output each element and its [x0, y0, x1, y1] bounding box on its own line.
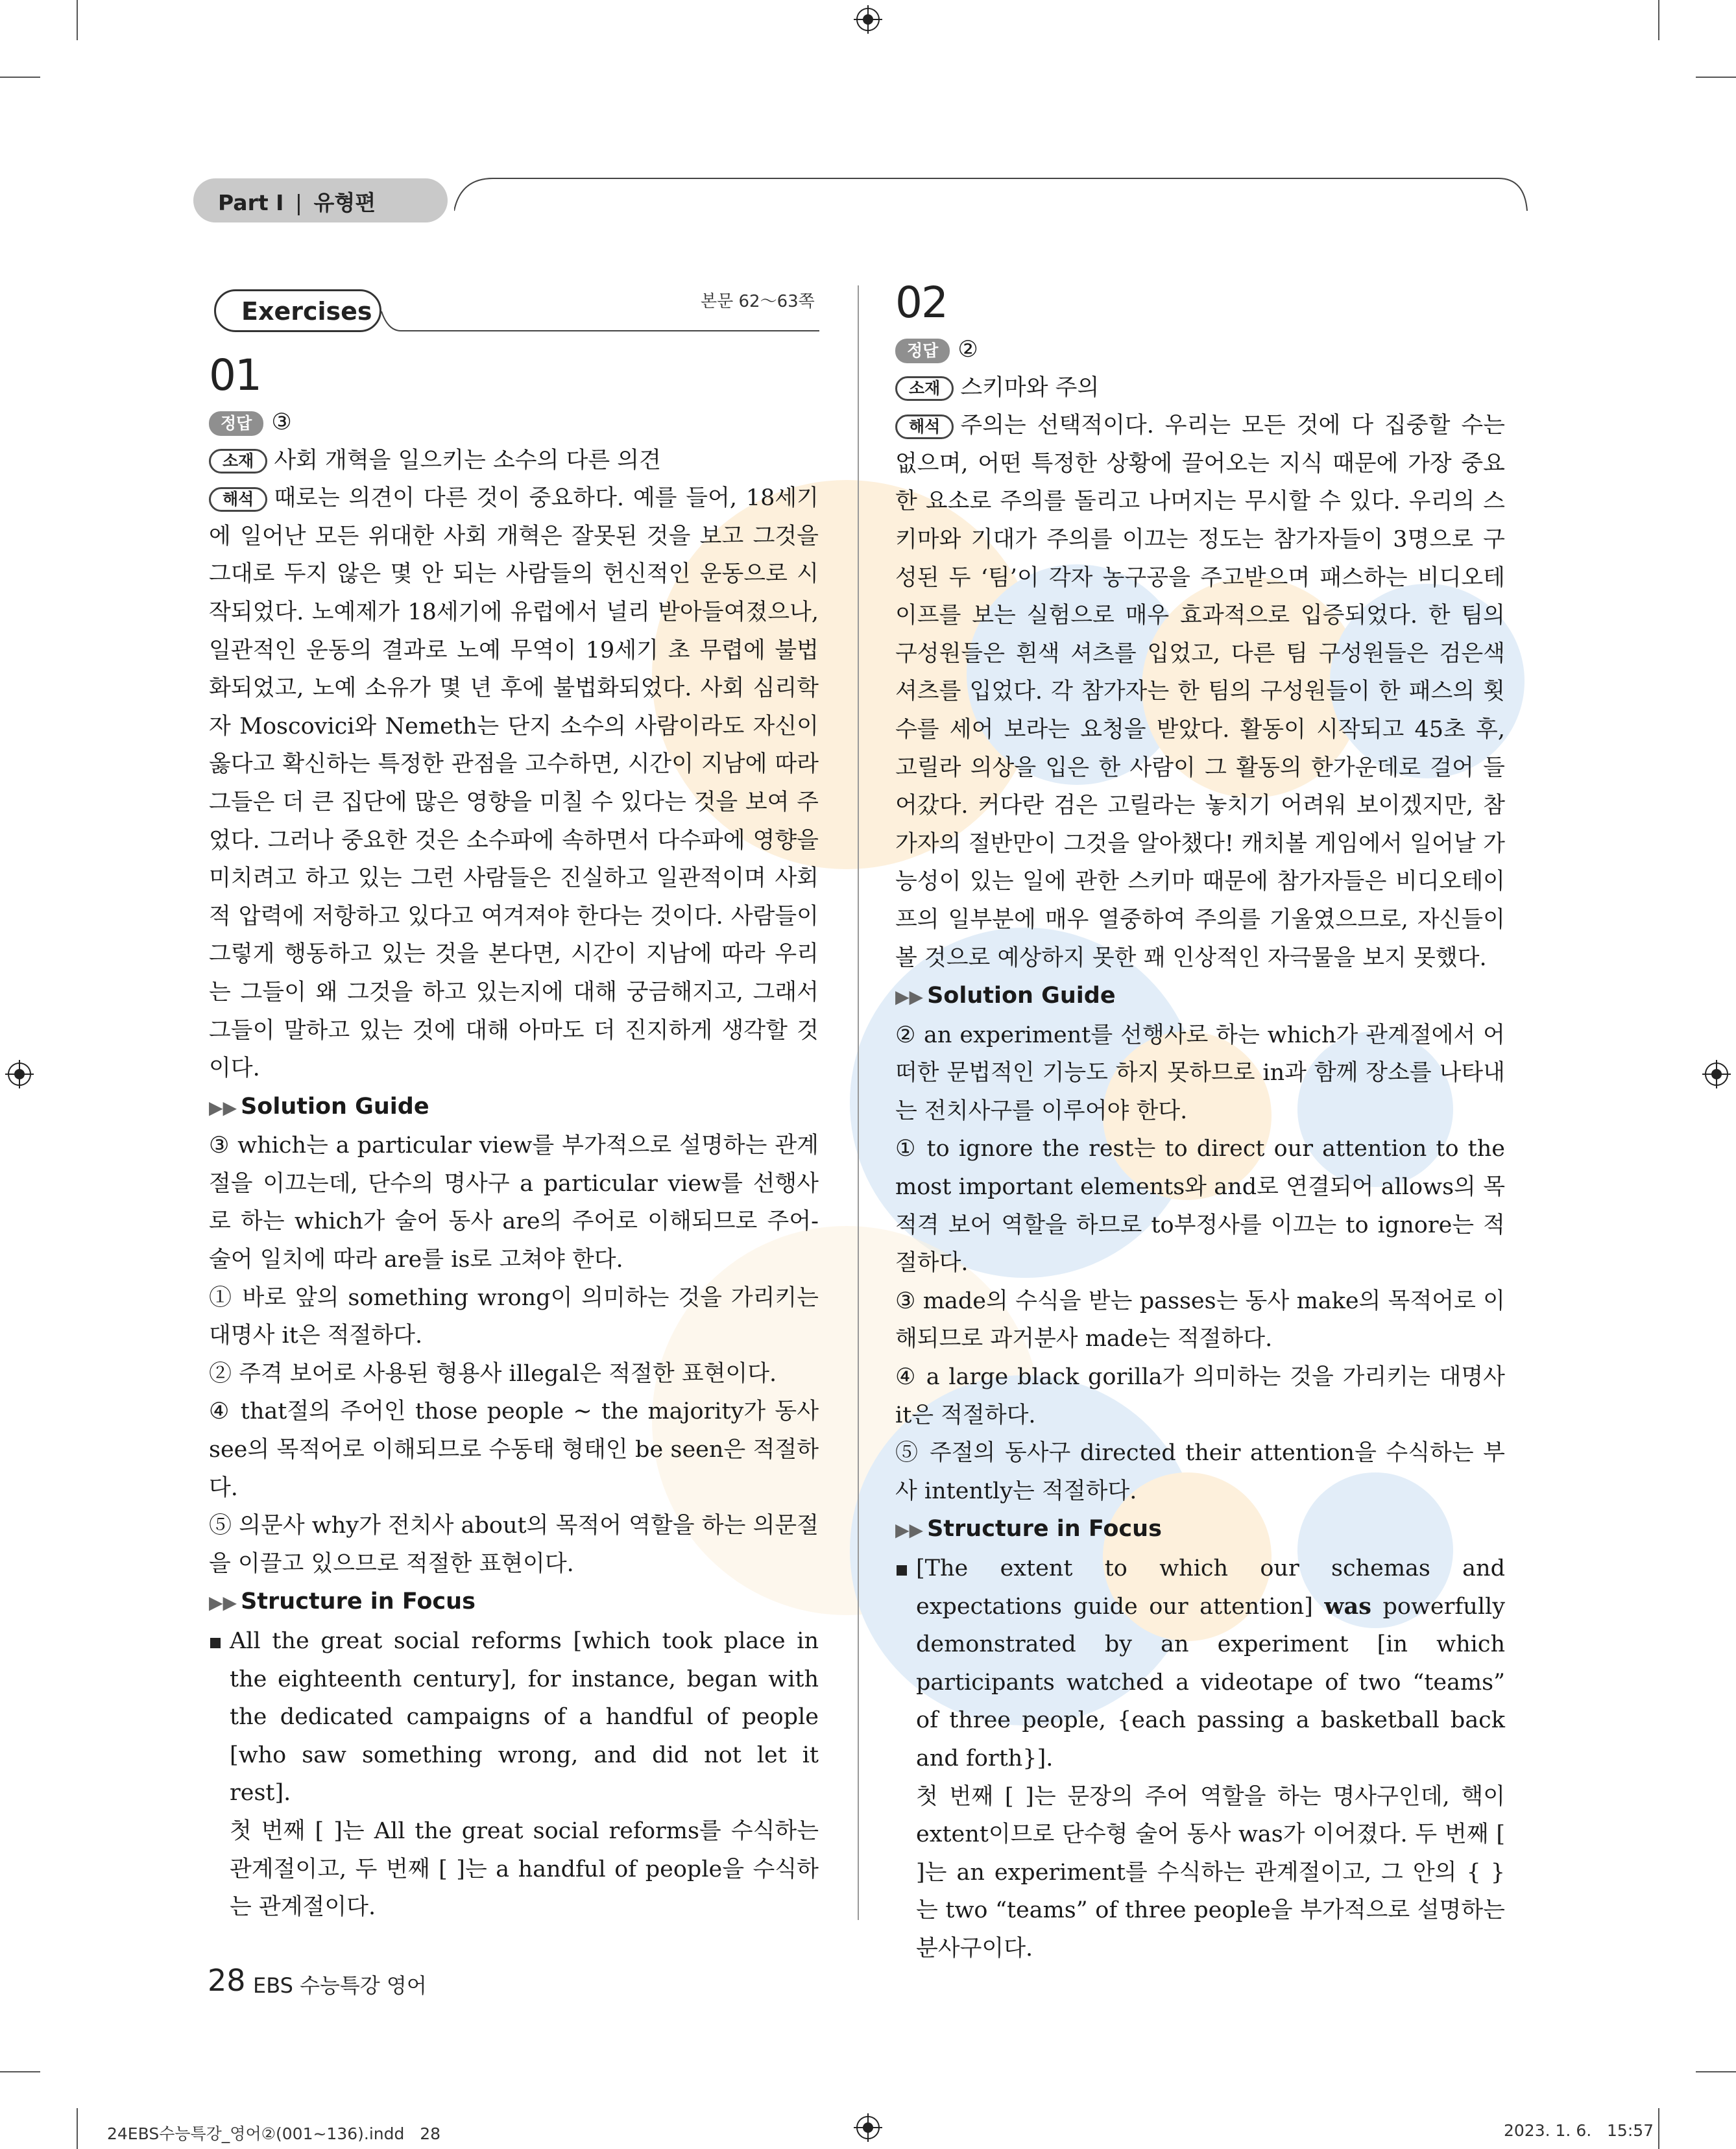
structure-heading: ▶▶ Structure in Focus — [209, 1589, 476, 1615]
translation-label: 해석 — [895, 414, 954, 439]
guide-item: ① to ignore the rest는 to direct our attention to the most important elements와 and로 연결되어 allows의 목적격 보어 역할을 하므로 to부정사를 이끄는 to ignore는 적절하다. — [895, 1136, 1505, 1277]
crop-mark — [1658, 2108, 1659, 2149]
question-02 — [895, 331, 1505, 1968]
solution-guide-heading: ▶▶ Solution Guide — [209, 1093, 429, 1120]
part-header — [218, 186, 376, 217]
translation-text: 때로는 의견이 다른 것이 중요하다. 예를 들어, 18세기에 일어난 모든 위대한 사회 개혁은 잘못된 것을 보고 그것을 그대로 두지 않은 몇 안 되는 사람들의 헌신적인 운동으로 시작되었다. 노예제가 18세기에 유럽에서 널리 받아들여졌으나, 일관적인 운동의 결과로 노예 무역이 19세기 초 무렵에 불법화되었고, 노예 소유가 몇 년 후에 불법화되었다. 사회 심리학자 Moscovici와 Nemeth는 단지 소수의 사람이라도 자신이 옳다고 확신하는 특정한 관점을 고수하면, 시간이 지남에 따라 그들은 더 큰 집단에 많은 영향을 미칠 수 있다는 것을 보여 주었다. 그러나 중요한 것은 소수파에 속하면서 다수파에 영향을 미치려고 하고 있는 그런 사람들은 진실하고 일관적이며 사회적 압력에 저항하고 있다고 여겨져야 한다는 것이다. 사람들이 그렇게 행동하고 있는 것을 본다면, 시간이 지남에 따라 우리는 그들이 왜 그것을 하고 있는지에 대해 궁금해지고, 그래서 그들이 말하고 있는 것에 대해 아마도 더 진지하게 생각할 것이다. — [209, 485, 819, 1082]
crop-mark — [0, 2071, 40, 2072]
crop-mark — [1696, 2071, 1736, 2072]
registration-mark-icon — [854, 2113, 882, 2142]
page-number: 28 — [208, 1963, 246, 1998]
answer-label: 정답 — [209, 411, 263, 436]
crop-mark — [1658, 0, 1659, 40]
topic-label: 소재 — [895, 376, 954, 401]
part-separator: | — [295, 190, 303, 215]
guide-item: ③ which는 a particular view를 부가적으로 설명하는 관계절을 이끄는데, 단수의 명사구 a particular view를 선행사로 하는 which가 술어 동사 are의 주어로 이해되므로 주어-술어 일치에 따라 are를 is로 고쳐야 한다. — [209, 1133, 819, 1273]
crop-mark — [77, 2108, 78, 2149]
guide-item: ② an experiment를 선행사로 하는 which가 관계절에서 어떠한 문법적인 기능도 하지 못하므로 in과 함께 장소를 나타내는 전치사구를 이루어야 한다. — [895, 1022, 1505, 1124]
part-label: Part Ⅰ — [218, 190, 284, 215]
guide-item: ④ that절의 주어인 those people ~ the majority가 동사 see의 목적어로 이해되므로 수동태 형태인 be seen은 적절하다. — [209, 1399, 819, 1501]
crop-mark — [0, 77, 40, 78]
registration-mark-icon — [854, 5, 882, 34]
crop-mark — [1696, 77, 1736, 78]
translation-paragraph — [209, 479, 819, 1088]
registration-mark-icon — [1702, 1060, 1731, 1088]
answer-line — [895, 331, 1505, 369]
guide-item: ⑤ 의문사 why가 전치사 about의 목적어 역할을 하는 의문절을 이끌고 있으므로 적절한 표현이다. — [209, 1513, 819, 1577]
guide-item: ② 주격 보어로 사용된 형용사 illegal은 적절한 표현이다. — [209, 1360, 777, 1387]
print-slug-file: 24EBS수능특강_영어②(001~136).indd 28 — [107, 2124, 441, 2143]
answer-value: ③ — [271, 409, 292, 435]
question-01 — [209, 403, 819, 1927]
bullet-icon — [210, 1638, 221, 1648]
guide-item: ③ made의 수식을 받는 passes는 동사 make의 목적어로 이해되므로 과거분사 made는 적절하다. — [895, 1288, 1505, 1352]
question-number: 01 — [209, 350, 261, 400]
header-rule — [454, 175, 1528, 214]
crop-mark — [77, 0, 78, 40]
question-number: 02 — [895, 278, 947, 328]
answer-label: 정답 — [895, 339, 950, 363]
topic-label: 소재 — [209, 449, 267, 474]
guide-item: ④ a large black gorilla가 의미하는 것을 가리키는 대명사 it은 적절하다. — [895, 1364, 1505, 1428]
answer-value: ② — [958, 337, 978, 363]
translation-paragraph — [895, 407, 1505, 977]
topic-line — [209, 442, 819, 480]
exercises-title: Exercises — [241, 297, 372, 326]
column-divider — [858, 285, 859, 1920]
translation-text: 주의는 선택적이다. 우리는 모든 것에 다 집중할 수는 없으며, 어떤 특정한 상황에 끌어오는 지식 때문에 가장 중요한 요소로 주의를 돌리고 나머지는 무시할 수 있다. 우리의 스키마와 기대가 주의를 이끄는 정도는 참가자들이 3명으로 구성된 두 ‘팀’이 각자 농구공을 주고받으며 패스하는 비디오테이프를 보는 실험으로 매우 효과적으로 입증되었다. 한 팀의 구성원들은 흰색 셔츠를 입었고, 다른 팀 구성원들은 검은색 셔츠를 입었다. 각 참가자는 한 팀의 구성원들이 한 패스의 횟수를 세어 보라는 요청을 받았다. 활동이 시작되고 45초 후, 고릴라 의상을 입은 한 사람이 그 활동의 한가운데로 걸어 들어갔다. 커다란 검은 고릴라는 놓치기 어려워 보이겠지만, 참가자의 절반만이 그것을 알아챘다! 캐치볼 게임에서 일어날 가능성이 있는 일에 관한 스키마 때문에 참가자들은 비디오테이프의 일부분에 매우 열중하여 주의를 기울였으므로, 자신들이 볼 것으로 예상하지 못한 꽤 인상적인 자극물을 보지 못했다. — [895, 413, 1505, 971]
structure-heading: ▶▶ Structure in Focus — [895, 1516, 1162, 1543]
book-title: EBS 수능특강 영어 — [253, 1973, 427, 1998]
print-slug-date: 2023. 1. 6. 15:57 — [1504, 2121, 1654, 2140]
registration-mark-icon — [5, 1060, 34, 1088]
structure-note: 첫 번째 [ ]는 문장의 주어 역할을 하는 명사구인데, 핵이 extent이므로 단수형 술어 동사 was가 이어졌다. 두 번째 [ ]는 an experiment를 수식하는 관계절이고, 그 안의 { }는 two “teams” of three people을 부가적으로 설명하는 분사구이다. — [916, 1783, 1505, 1962]
structure-verb: was — [1324, 1592, 1371, 1620]
structure-sentence: All the great social reforms [which took place in the eighteenth century], for instance, began with the dedicated campaigns of a handful of people [who saw something wrong, and did not let it rest]. — [209, 1622, 819, 1812]
page-reference: 본문 62～63쪽 — [701, 292, 815, 311]
guide-item: ① 바로 앞의 something wrong이 의미하는 것을 가리키는 대명사 it은 적절하다. — [209, 1284, 819, 1349]
structure-note: 첫 번째 [ ]는 All the great social reforms를 수식하는 관계절이고, 두 번째 [ ]는 a handful of people을 수식하는 관계절이다. — [230, 1818, 819, 1921]
topic-text: 사회 개혁을 일으키는 소수의 다른 의견 — [274, 447, 661, 474]
topic-text: 스키마와 주의 — [960, 374, 1100, 401]
structure-sentence: [The extent to which our schemas and expectations guide our attention] was powerfully demonstrated by an experiment [in which participants watched a videotape of two “teams” of three people, {each passing a basketball back and forth}]. — [895, 1550, 1505, 1778]
solution-guide-heading: ▶▶ Solution Guide — [895, 983, 1116, 1009]
topic-line — [895, 369, 1505, 407]
guide-item: ⑤ 주절의 동사구 directed their attention을 수식하는 부사 intently는 적절하다. — [895, 1440, 1505, 1504]
section-title: 유형편 — [313, 190, 376, 215]
bullet-icon — [897, 1565, 907, 1576]
answer-line — [209, 403, 819, 442]
translation-label: 해석 — [209, 487, 267, 512]
